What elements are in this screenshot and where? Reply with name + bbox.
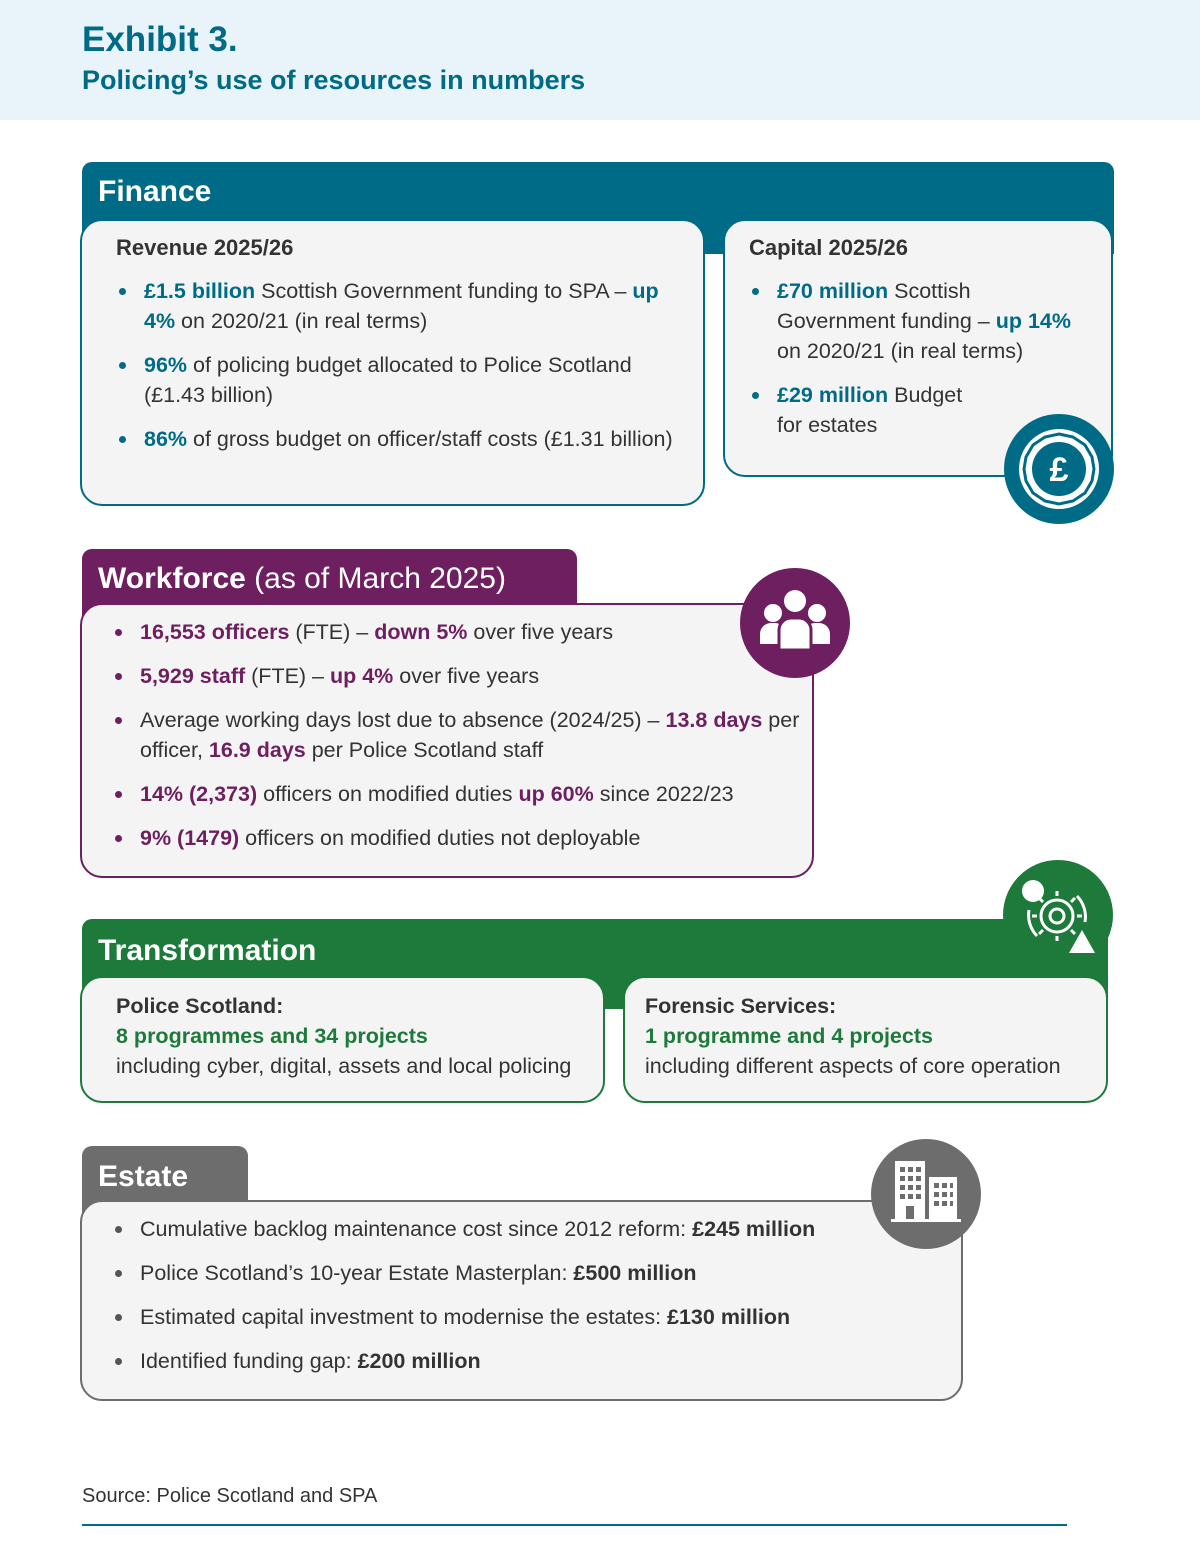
transformation-title: Transformation: [98, 934, 317, 967]
estate-list: [112, 1214, 932, 1390]
exhibit-subtitle: Policing’s use of resources in numbers: [82, 65, 586, 95]
pound-coin-icon: [1004, 414, 1114, 524]
forensic-services-card: [623, 976, 1108, 1103]
svg-text:£: £: [1049, 451, 1069, 489]
workforce-list: [112, 617, 802, 867]
police-scotland-heading: Police Scotland:: [116, 994, 284, 1018]
list-item: £70 million Scottish Government funding – up 14% on 2020/21 (in real terms): [749, 276, 1079, 366]
police-scotland-card: [80, 976, 605, 1103]
estate-card: [80, 1200, 963, 1401]
bottom-rule: [82, 1524, 1067, 1526]
list-item: 96% of policing budget allocated to Police Scotland (£1.43 billion): [116, 350, 676, 410]
forensic-text: including different aspects of core operation: [645, 1054, 1061, 1078]
police-scotland-text: including cyber, digital, assets and local policing: [116, 1054, 572, 1078]
capital-heading: Capital 2025/26: [749, 235, 908, 260]
people-group-icon: [740, 568, 850, 678]
revenue-card: [80, 219, 705, 506]
workforce-card: [80, 603, 814, 878]
list-item: 5,929 staff (FTE) – up 4% over five years: [112, 661, 802, 691]
list-item: Cumulative backlog maintenance cost since 2012 reform: £245 million: [112, 1214, 932, 1244]
forensic-highlight: 1 programme and 4 projects: [645, 1024, 933, 1048]
forensic-heading: Forensic Services:: [645, 994, 837, 1018]
list-item: 86% of gross budget on officer/staff costs (£1.31 billion): [116, 424, 676, 454]
list-item: £29 million Budget for estates: [749, 380, 1079, 440]
buildings-icon: [871, 1139, 981, 1249]
source-note: Source: Police Scotland and SPA: [82, 1485, 378, 1507]
list-item: Police Scotland’s 10-year Estate Masterplan: £500 million: [112, 1258, 932, 1288]
exhibit-header: [0, 0, 1200, 120]
list-item: £1.5 billion Scottish Government funding to SPA – up 4% on 2020/21 (in real terms): [116, 276, 676, 336]
finance-title: Finance: [98, 175, 212, 208]
transformation-gear-icon: [1003, 860, 1113, 970]
police-scotland-highlight: 8 programmes and 34 projects: [116, 1024, 428, 1048]
list-item: 16,553 officers (FTE) – down 5% over five years: [112, 617, 802, 647]
list-item: Identified funding gap: £200 million: [112, 1346, 932, 1376]
revenue-heading: Revenue 2025/26: [116, 235, 294, 260]
list-item: Estimated capital investment to modernise the estates: £130 million: [112, 1302, 932, 1332]
list-item: Average working days lost due to absence (2024/25) – 13.8 days per officer, 16.9 days per Police Scotland staff: [112, 705, 802, 765]
list-item: 14% (2,373) officers on modified duties up 60% since 2022/23: [112, 779, 802, 809]
revenue-list: [116, 276, 676, 468]
list-item: 9% (1479) officers on modified duties not deployable: [112, 823, 802, 853]
workforce-title: Workforce (as of March 2025): [98, 562, 506, 595]
exhibit-title: Exhibit 3.: [82, 20, 238, 59]
estate-title: Estate: [98, 1160, 189, 1193]
